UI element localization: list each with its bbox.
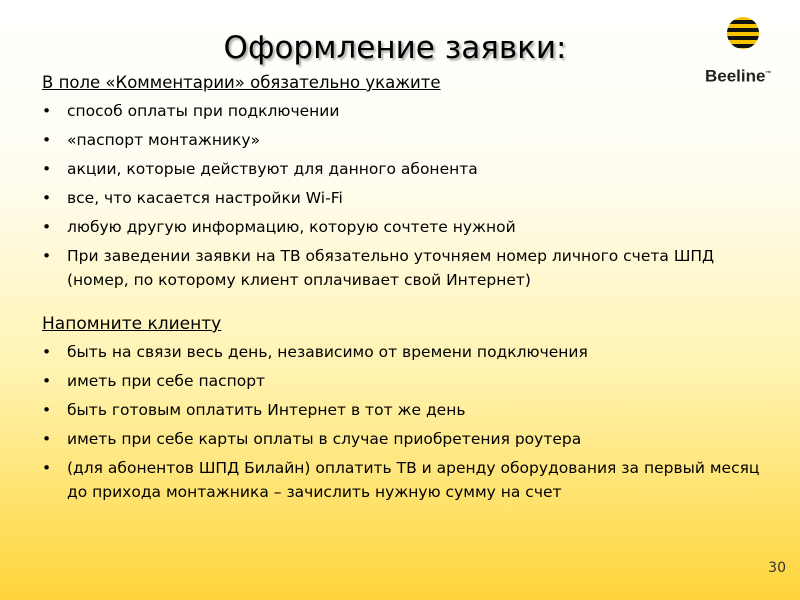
beeline-logo-text: Beeline™	[705, 66, 772, 86]
list-item-text: быть готовым оплатить Интернет в тот же день	[67, 401, 466, 419]
bullet: •	[42, 343, 52, 361]
bullet: •	[42, 401, 52, 419]
list-item-text: «паспорт монтажнику»	[67, 131, 261, 149]
bullet: •	[42, 372, 52, 390]
remind-list	[42, 340, 767, 504]
list-item	[42, 186, 767, 210]
list-item-text: все, что касается настройки Wi-Fi	[67, 189, 343, 207]
section-heading-comments: В поле «Комментарии» обязательно укажите	[42, 73, 441, 92]
list-item-text: быть на связи весь день, независимо от времени подключения	[67, 343, 588, 361]
slide-content	[42, 71, 767, 509]
list-item	[42, 128, 767, 152]
bullet: •	[42, 189, 52, 207]
page-number: 30	[768, 560, 786, 576]
list-item	[42, 340, 767, 364]
list-item	[42, 427, 767, 451]
bullet: •	[42, 160, 52, 178]
bullet: •	[42, 430, 52, 448]
list-item	[42, 369, 767, 393]
list-item	[42, 157, 767, 181]
list-item-text: любую другую информацию, которую сочтете нужной	[67, 218, 516, 236]
beeline-logo-icon	[726, 16, 760, 50]
list-item-text: иметь при себе карты оплаты в случае приобретения роутера	[67, 430, 582, 448]
bullet: •	[42, 102, 52, 120]
comments-list	[42, 99, 767, 292]
section-heading-remind: Напомните клиенту	[42, 314, 222, 334]
list-item-text: (для абонентов ШПД Билайн) оплатить ТВ и аренду оборудования за первый месяц до прихода монтажника – зачислить нужную сумму на счет	[67, 459, 760, 501]
bullet: •	[42, 218, 52, 236]
bullet: •	[42, 131, 52, 149]
slide-title: Оформление заявки:	[223, 30, 567, 66]
bullet: •	[42, 247, 52, 265]
bullet: •	[42, 459, 52, 477]
list-item	[42, 244, 767, 292]
list-item-text: При заведении заявки на ТВ обязательно уточняем номер личного счета ШПД (номер, по которому клиент оплачивает свой Интернет)	[67, 247, 715, 289]
list-item	[42, 398, 767, 422]
list-item	[42, 456, 767, 504]
list-item-text: акции, которые действуют для данного абонента	[67, 160, 478, 178]
list-item-text: иметь при себе паспорт	[67, 372, 266, 390]
list-item	[42, 99, 767, 123]
list-item-text: способ оплаты при подключении	[67, 102, 340, 120]
list-item	[42, 215, 767, 239]
